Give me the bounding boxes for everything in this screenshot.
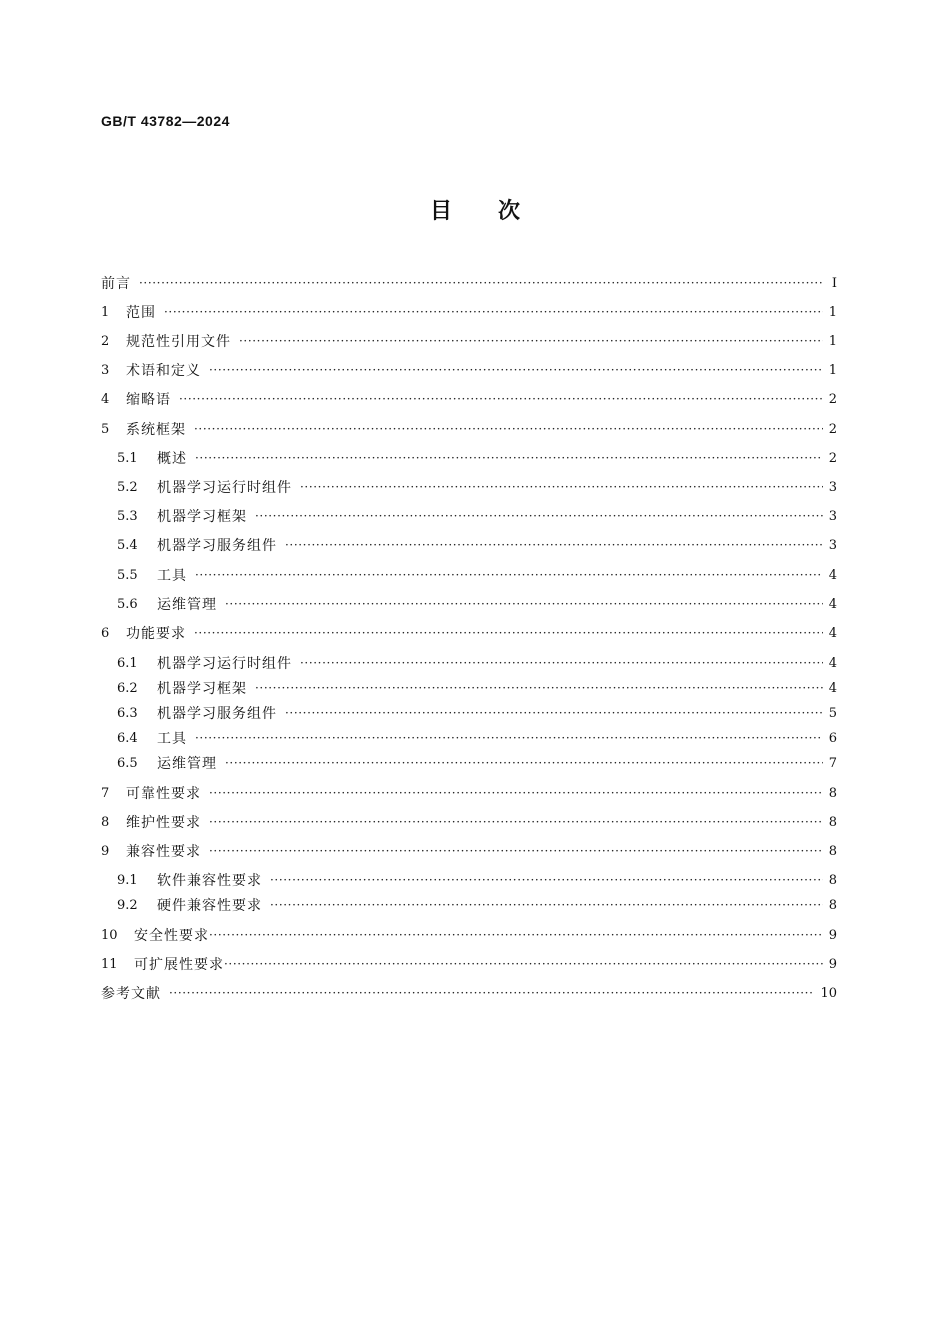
- toc-entry-label: 规范性引用文件: [126, 334, 231, 350]
- toc-entry-label: 软件兼容性要求: [157, 873, 262, 889]
- toc-entry-label: 系统框架: [126, 422, 186, 438]
- toc-entry-page: 4: [828, 680, 837, 696]
- toc-entry-page: 2: [828, 391, 837, 407]
- document-code: GB/T 43782—2024: [101, 113, 230, 129]
- toc-entry-number: 1: [101, 304, 110, 320]
- toc-entry-page: 1: [828, 362, 837, 378]
- toc-entry-page: 6: [828, 730, 837, 746]
- toc-leader-dots: [195, 451, 823, 465]
- toc-entry[interactable]: [101, 534, 837, 556]
- toc-entry-label: 工具: [157, 568, 187, 584]
- toc-entry-label: 功能要求: [126, 626, 186, 642]
- toc-entry-number: 5.1: [117, 450, 138, 466]
- toc-entry-label: 范围: [126, 305, 156, 321]
- toc-entry-number: 10: [101, 927, 118, 943]
- toc-entry[interactable]: [101, 811, 837, 833]
- toc-leader-dots: [209, 363, 823, 377]
- toc-entry[interactable]: [101, 727, 837, 749]
- toc-entry-label: 运维管理: [157, 756, 217, 772]
- toc-entry[interactable]: [101, 702, 837, 724]
- toc-title-char: 目: [429, 199, 452, 224]
- toc-entry-number: 7: [101, 785, 110, 801]
- toc-entry[interactable]: [101, 622, 837, 644]
- toc-leader-dots: [225, 597, 823, 611]
- toc-entry-number: 6.3: [117, 705, 138, 721]
- toc-entry-number: 2: [101, 333, 110, 349]
- toc-entry-label: 机器学习服务组件: [157, 706, 277, 722]
- toc-entry-label: 可扩展性要求: [134, 957, 224, 973]
- toc-entry-number: 5.6: [117, 596, 138, 612]
- toc-entry-page: 10: [820, 985, 837, 1001]
- toc-title-char: 次: [498, 199, 521, 224]
- toc-leader-dots: [285, 538, 823, 552]
- toc-entry-label: 机器学习框架: [157, 681, 247, 697]
- toc-entry-number: 9: [101, 843, 110, 859]
- toc-leader-dots: [270, 873, 823, 887]
- toc-entry-page: 4: [828, 625, 837, 641]
- toc-entry[interactable]: [101, 330, 837, 352]
- toc-entry[interactable]: [101, 388, 837, 410]
- toc-entry-label: 兼容性要求: [126, 844, 201, 860]
- toc-entry-page: 4: [828, 567, 837, 583]
- toc-entry-label: 缩略语: [126, 392, 171, 408]
- toc-leader-dots: [179, 392, 823, 406]
- toc-entry-label: 机器学习服务组件: [157, 538, 277, 554]
- toc-entry-page: 8: [828, 897, 837, 913]
- toc-entry-page: 3: [828, 508, 837, 524]
- toc-entry-label: 可靠性要求: [126, 786, 201, 802]
- toc-entry[interactable]: [101, 752, 837, 774]
- toc-entry[interactable]: [101, 505, 837, 527]
- toc-leader-dots: [300, 480, 823, 494]
- toc-entry[interactable]: [101, 677, 837, 699]
- toc-leader-dots: [209, 786, 823, 800]
- toc-leader-dots: [239, 334, 823, 348]
- toc-entry-page: 8: [828, 843, 837, 859]
- toc-entry[interactable]: [101, 840, 837, 862]
- toc-entry-number: 6.4: [117, 730, 138, 746]
- toc-entry-label: 机器学习运行时组件: [157, 656, 292, 672]
- toc-entry-number: 5.3: [117, 508, 138, 524]
- toc-entry-page: 9: [828, 927, 837, 943]
- toc-entry[interactable]: [101, 782, 837, 804]
- toc-entry-page: 9: [828, 956, 837, 972]
- toc-entry-number: 6.2: [117, 680, 138, 696]
- toc-leader-dots: [209, 928, 823, 942]
- toc-leader-dots: [255, 681, 823, 695]
- toc-entry-number: 5: [101, 421, 110, 437]
- toc-entry-label: 前言: [101, 276, 131, 292]
- toc-entry-label: 机器学习框架: [157, 509, 247, 525]
- toc-leader-dots: [285, 706, 823, 720]
- toc-entry[interactable]: [101, 982, 837, 1004]
- toc-entry[interactable]: [101, 869, 837, 891]
- toc-entry[interactable]: [101, 953, 837, 975]
- toc-entry-page: 7: [828, 755, 837, 771]
- toc-entry-page: 8: [828, 785, 837, 801]
- toc-entry-label: 概述: [157, 451, 187, 467]
- toc-entry-number: 6.1: [117, 655, 138, 671]
- toc-entry[interactable]: [101, 652, 837, 674]
- toc-entry-page: 8: [828, 872, 837, 888]
- toc-leader-dots: [194, 626, 823, 640]
- toc-leader-dots: [164, 305, 823, 319]
- toc-entry-number: 6.5: [117, 755, 138, 771]
- toc-entry-label: 硬件兼容性要求: [157, 898, 262, 914]
- toc-leader-dots: [300, 656, 823, 670]
- toc-entry[interactable]: [101, 593, 837, 615]
- toc-entry-number: 8: [101, 814, 110, 830]
- toc-entry-label: 术语和定义: [126, 363, 201, 379]
- toc-entry-number: 5.4: [117, 537, 138, 553]
- toc-entry-page: 2: [828, 421, 837, 437]
- toc-leader-dots: [255, 509, 823, 523]
- toc-leader-dots: [139, 276, 823, 290]
- toc-leader-dots: [195, 731, 823, 745]
- toc-leader-dots: [169, 986, 814, 1000]
- toc-entry-number: 9.2: [117, 897, 138, 913]
- toc-entry-page: 3: [828, 537, 837, 553]
- toc-entry-page: 4: [828, 596, 837, 612]
- toc-entry-page: 2: [828, 450, 837, 466]
- toc-entry-number: 3: [101, 362, 110, 378]
- toc-entry-page: 8: [828, 814, 837, 830]
- toc-leader-dots: [225, 756, 823, 770]
- toc-entry[interactable]: [101, 447, 837, 469]
- toc-entry[interactable]: [101, 924, 837, 946]
- toc-entry-label: 机器学习运行时组件: [157, 480, 292, 496]
- toc-entry-label: 运维管理: [157, 597, 217, 613]
- toc-entry-page: 3: [828, 479, 837, 495]
- toc-entry[interactable]: [101, 418, 837, 440]
- toc-entry[interactable]: [101, 564, 837, 586]
- toc-leader-dots: [194, 422, 823, 436]
- toc-entry-number: 5.5: [117, 567, 138, 583]
- toc-leader-dots: [195, 568, 823, 582]
- toc-leader-dots: [209, 815, 823, 829]
- toc-title: [0, 194, 950, 225]
- toc-entry-page: 1: [828, 333, 837, 349]
- toc-leader-dots: [209, 844, 823, 858]
- toc-entry[interactable]: [101, 894, 837, 916]
- toc-entry-label: 安全性要求: [134, 928, 209, 944]
- toc-entry-label: 维护性要求: [126, 815, 201, 831]
- toc-entry[interactable]: [101, 272, 837, 294]
- toc-entry-page: 5: [828, 705, 837, 721]
- toc-entry-number: 9.1: [117, 872, 138, 888]
- toc-entry[interactable]: [101, 359, 837, 381]
- toc-entry-number: 4: [101, 391, 110, 407]
- toc-leader-dots: [270, 898, 823, 912]
- toc-entry[interactable]: [101, 476, 837, 498]
- toc-entry-page: 1: [828, 304, 837, 320]
- toc-entry-number: 5.2: [117, 479, 138, 495]
- toc-entry-label: 工具: [157, 731, 187, 747]
- toc-entry-label: 参考文献: [101, 986, 161, 1002]
- toc-entry-page: Ⅰ: [831, 275, 837, 291]
- toc-entry-number: 11: [101, 956, 118, 972]
- toc-entry-page: 4: [828, 655, 837, 671]
- toc-entry-number: 6: [101, 625, 110, 641]
- toc-entry[interactable]: [101, 301, 837, 323]
- toc-leader-dots: [224, 957, 823, 971]
